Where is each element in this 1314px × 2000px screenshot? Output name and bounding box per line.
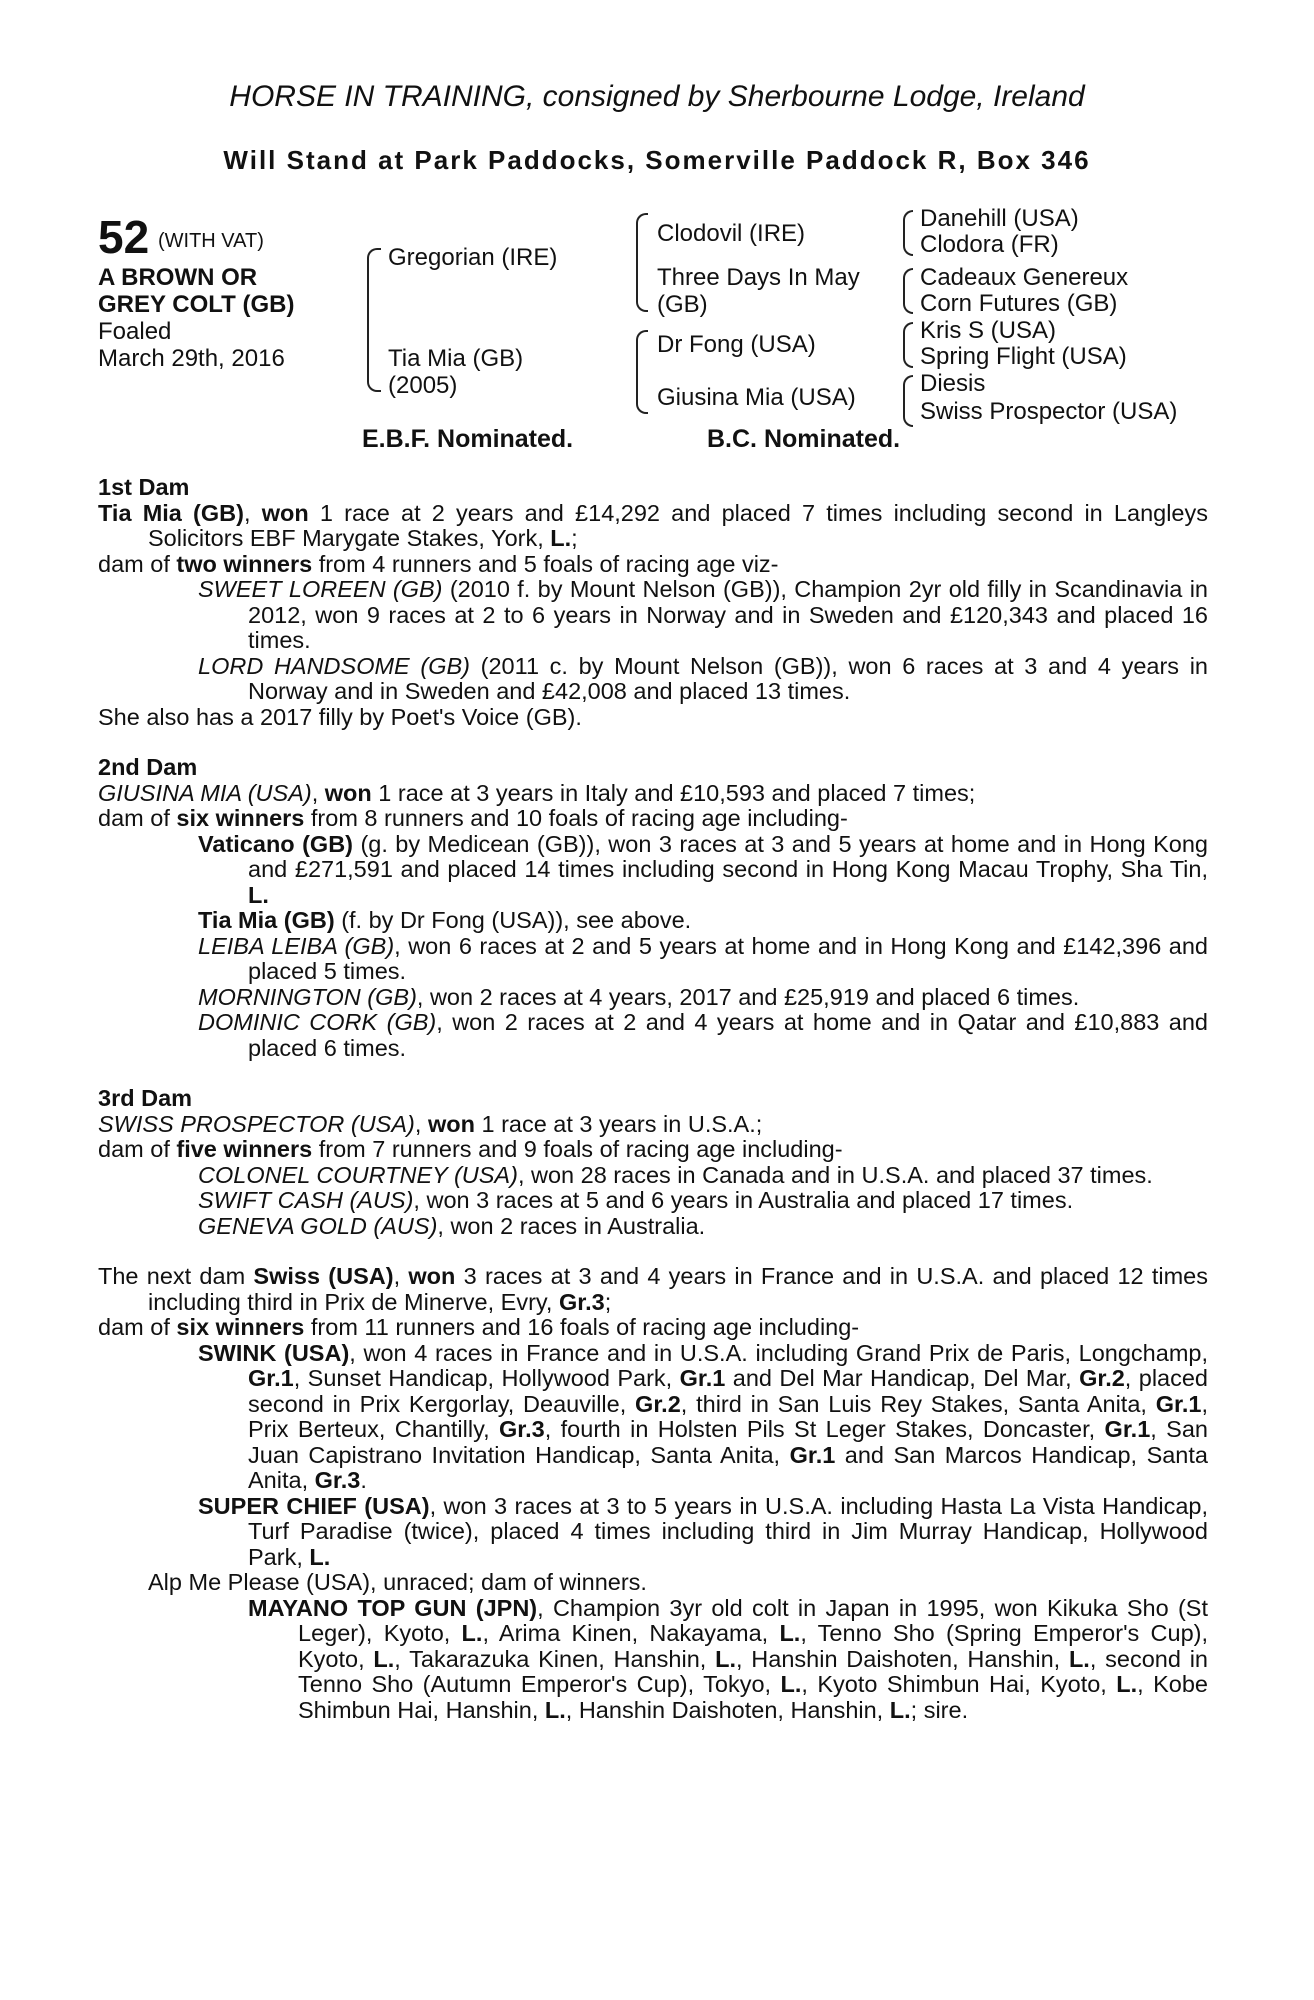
- sire-dam-dam: Corn Futures (GB): [920, 290, 1118, 317]
- lot-description-line1: A BROWN OR: [98, 264, 258, 291]
- foaled-date: March 29th, 2016: [98, 345, 285, 372]
- horse-name: SWEET LOREEN (GB): [198, 576, 443, 602]
- dam-year: (2005): [388, 372, 458, 399]
- sire-dam-country: (GB): [657, 291, 708, 318]
- grade: L.: [1116, 1671, 1138, 1697]
- produce-item: [98, 985, 1208, 1011]
- produce-summary: [98, 552, 1208, 578]
- grade: L.: [248, 881, 269, 908]
- horse-name: SUPER CHIEF (USA): [198, 1492, 430, 1519]
- t: , Champion 3yr old colt in Japan in 1995, won Kikuka Sho (St Leger), Kyoto,: [298, 1594, 1208, 1646]
- produce-item: [98, 654, 1208, 705]
- grade: Gr.1: [789, 1441, 836, 1468]
- horse-name: Swiss (USA): [253, 1263, 394, 1289]
- grade: Gr.2: [1079, 1365, 1125, 1391]
- second-dam-section: [98, 755, 1208, 1061]
- t: , Takarazuka Kinen, Hanshin,: [394, 1645, 716, 1672]
- foaled-label: Foaled: [98, 318, 172, 345]
- lot-number: 52: [98, 211, 150, 263]
- text: The next dam: [98, 1263, 254, 1289]
- won-label: won: [408, 1263, 456, 1289]
- grade: Gr.3: [558, 1288, 605, 1315]
- t: , Prix Berteux, Chantilly,: [248, 1390, 1208, 1442]
- grade: L.: [373, 1645, 395, 1672]
- grade: L.: [1068, 1645, 1090, 1672]
- dam-sire-sire: Kris S (USA): [920, 317, 1057, 344]
- brace-sire-parents: [636, 213, 648, 312]
- produce-summary: [98, 1315, 1208, 1341]
- text: dam of: [98, 805, 177, 831]
- grade: Gr.1: [679, 1365, 726, 1391]
- grade: L.: [779, 1620, 801, 1646]
- sire: Gregorian (IRE): [388, 244, 558, 271]
- horse-name: Tia Mia (GB): [98, 499, 244, 526]
- t: , San Juan Capistrano Invitation Handicap, Santa Anita,: [248, 1416, 1208, 1468]
- record-text: , won 6 races at 2 and 5 years at home and in Hong Kong and £142,396 and placed 5 times.: [248, 932, 1208, 984]
- t: and San Marcos Handicap, Santa Anita,: [248, 1441, 1208, 1493]
- page-title: HORSE IN TRAINING, consigned by Sherbourne Lodge, Ireland: [229, 80, 1085, 113]
- text: dam of: [98, 1136, 177, 1162]
- t: , third in San Luis Rey Stakes, Santa Anita,: [680, 1390, 1156, 1417]
- t: .: [360, 1467, 367, 1493]
- horse-name: SWISS PROSPECTOR (USA): [98, 1110, 415, 1137]
- sire-sire: Clodovil (IRE): [657, 220, 806, 247]
- dam-record: GIUSINA MIA (USA), won 1 race at 3 years in Italy and £10,593 and placed 7 times;: [98, 779, 976, 806]
- grade: L.: [550, 525, 572, 551]
- horse-name: Tia Mia (GB): [198, 907, 335, 933]
- produce-item: [98, 1494, 1208, 1571]
- record-text: , won 2 races at 4 years, 2017 and £25,919 and placed 6 times.: [416, 983, 1080, 1010]
- brace-sire-dam: [367, 248, 381, 392]
- grade: L.: [715, 1645, 736, 1672]
- t: , Tenno Sho (Spring Emperor's Cup), Kyoto,: [298, 1620, 1209, 1672]
- dam-record: SWISS PROSPECTOR (USA), won 1 race at 3 years in U.S.A.;: [98, 1110, 763, 1137]
- winners-count: two winners: [176, 550, 313, 577]
- dam: Tia Mia (GB): [388, 345, 524, 372]
- record-text: (2010 f. by Mount Nelson (GB)), Champion 2yr old filly in Scandinavia in 2012, won 9 races at 2 to 6 years in Norway and in Sweden and £120,343 and placed 16 times.: [248, 576, 1208, 653]
- page-subtitle: Will Stand at Park Paddocks, Somerville Paddock R, Box 346: [223, 145, 1091, 175]
- grade: Gr.1: [1155, 1390, 1202, 1417]
- t: , Hanshin Daishoten, Hanshin,: [565, 1696, 890, 1723]
- punct: ;: [604, 1288, 612, 1315]
- first-dam-section: [98, 475, 1208, 730]
- t: , Kyoto Shimbun Hai, Kyoto,: [801, 1671, 1117, 1697]
- text: from 7 runners and 9 foals of racing age including-: [312, 1136, 843, 1162]
- horse-name: MORNINGTON (GB): [198, 983, 417, 1010]
- sire-dam-sire: Cadeaux Genereux: [920, 264, 1129, 291]
- grade: L.: [889, 1696, 911, 1723]
- produce-item: [98, 1596, 1208, 1724]
- grade: L.: [544, 1696, 566, 1723]
- grade: Gr.2: [635, 1390, 681, 1417]
- horse-name: SWINK (USA): [198, 1339, 350, 1366]
- dam-record: The next dam Swiss (USA), won 3 races at 3 and 4 years in France and in U.S.A. and placed 12 times including third in Prix de Minerve, Evry, Gr.3;: [98, 1263, 1209, 1315]
- t: , Kobe Shimbun Hai, Hanshin,: [298, 1671, 1208, 1723]
- record-text: 3 races at 3 and 4 years in France and in U.S.A. and placed 12 times including third in Prix de Minerve, Evry,: [148, 1263, 1209, 1315]
- dam-dam-sire: Diesis: [920, 370, 986, 397]
- text: from 4 runners and 5 foals of racing age viz-: [312, 550, 779, 577]
- winners-count: five winners: [176, 1136, 313, 1162]
- winners-count: six winners: [176, 1314, 305, 1340]
- brace-g3-2: [903, 268, 913, 314]
- produce-summary: [98, 1137, 1208, 1163]
- grade: L.: [461, 1620, 483, 1646]
- text: from 11 runners and 16 foals of racing age including-: [304, 1314, 860, 1340]
- sire-dam: Three Days In May: [657, 264, 860, 291]
- dam-sire-dam: Spring Flight (USA): [920, 343, 1127, 370]
- horse-name: Vaticano (GB): [198, 830, 353, 857]
- lot-description-line2: GREY COLT (GB): [98, 291, 295, 318]
- brace-g3-3: [903, 322, 913, 368]
- t: , placed second in Prix Kergorlay, Deauville,: [248, 1365, 1208, 1417]
- grade: L.: [309, 1543, 331, 1570]
- horse-name: LORD HANDSOME (GB): [198, 652, 470, 679]
- produce-item: [98, 1010, 1208, 1061]
- record-text: , won 2 races in Australia.: [437, 1212, 706, 1239]
- section-heading: 1st Dam: [98, 474, 190, 500]
- catalogue-body: [98, 475, 1208, 1748]
- produce-item: [98, 1214, 1208, 1240]
- record-text: (2011 c. by Mount Nelson (GB)), won 6 races at 3 and 4 years in Norway and in Sweden and £42,008 and placed 13 times.: [248, 652, 1208, 704]
- grade: Gr.3: [499, 1416, 545, 1442]
- grade: L.: [780, 1671, 802, 1697]
- produce-item: [98, 908, 1208, 934]
- record-text: 1 race at 3 years in U.S.A.;: [474, 1110, 763, 1137]
- ebf-nomination: E.B.F. Nominated.: [362, 425, 574, 453]
- t: , fourth in Holsten Pils St Leger Stakes, Doncaster,: [544, 1416, 1105, 1442]
- horse-name: DOMINIC CORK (GB): [198, 1009, 437, 1035]
- t: , Sunset Handicap, Hollywood Park,: [293, 1365, 680, 1391]
- grade: Gr.1: [248, 1365, 294, 1391]
- t: and Del Mar Handicap, Del Mar,: [725, 1365, 1080, 1391]
- horse-name: GIUSINA MIA (USA): [98, 779, 312, 806]
- vat-note: (WITH VAT): [158, 230, 264, 252]
- brace-dam-parents: [636, 330, 648, 414]
- section-heading: 3rd Dam: [98, 1085, 193, 1111]
- won-label: won: [261, 499, 309, 526]
- produce-item: [98, 1188, 1208, 1214]
- brace-g3-4: [903, 375, 913, 427]
- dam-sire: Dr Fong (USA): [657, 331, 816, 358]
- third-dam-section: [98, 1086, 1208, 1239]
- t: , won 3 races at 3 to 5 years in U.S.A. including Hasta La Vista Handicap, Turf Paradise (twice), placed 4 times including third in Jim Murray Handicap, Hollywood Park,: [248, 1492, 1208, 1570]
- record-text: (g. by Medicean (GB)), won 3 races at 3 and 5 years at home and in Hong Kong and £271,591 and placed 14 times including second in Hong Kong Macau Trophy, Sha Tin,: [248, 830, 1208, 882]
- record-text: (f. by Dr Fong (USA)), see above.: [334, 907, 692, 933]
- horse-name: MAYANO TOP GUN (JPN): [248, 1594, 538, 1621]
- produce-item: [98, 832, 1208, 909]
- sire-sire-dam: Clodora (FR): [920, 231, 1059, 258]
- t: , Arima Kinen, Nakayama,: [482, 1620, 780, 1646]
- punct: ;: [571, 525, 578, 551]
- grade: Gr.3: [314, 1467, 361, 1493]
- produce-item: [98, 1341, 1208, 1494]
- t: , second in Tenno Sho (Autumn Emperor's Cup), Tokyo,: [298, 1645, 1209, 1697]
- bc-nomination: B.C. Nominated.: [707, 425, 901, 453]
- record-text: , won 2 races at 2 and 4 years at home and in Qatar and £10,883 and placed 6 times.: [248, 1009, 1208, 1061]
- t: , won 4 races in France and in U.S.A. including Grand Prix de Paris, Longchamp,: [349, 1339, 1208, 1366]
- text: dam of: [98, 1314, 177, 1340]
- dam-record: Tia Mia (GB), won 1 race at 2 years and £14,292 and placed 7 times including second in Langleys Solicitors EBF Marygate Stakes, York, L.;: [98, 499, 1208, 551]
- brace-g3-1: [903, 210, 913, 256]
- record-text: , won 28 races in Canada and in U.S.A. and placed 37 times.: [517, 1161, 1153, 1188]
- winners-count: six winners: [176, 805, 305, 831]
- next-dam-section: [98, 1264, 1208, 1723]
- produce-item: [98, 577, 1208, 654]
- text: from 8 runners and 10 foals of racing age including-: [304, 805, 848, 831]
- record-text: , won 3 races at 5 and 6 years in Australia and placed 17 times.: [413, 1187, 1074, 1213]
- produce-item: Alp Me Please (USA), unraced; dam of winners.: [148, 1569, 647, 1595]
- horse-name: COLONEL COURTNEY (USA): [198, 1161, 518, 1188]
- text: dam of: [98, 550, 177, 577]
- horse-name: SWIFT CASH (AUS): [198, 1187, 414, 1213]
- record-text: 1 race at 3 years in Italy and £10,593 and placed 7 times;: [371, 779, 976, 806]
- t: ; sire.: [910, 1696, 969, 1723]
- also-note: She also has a 2017 filly by Poet's Voice (GB).: [98, 703, 582, 730]
- produce-item: [98, 934, 1208, 985]
- sire-sire-sire: Danehill (USA): [920, 205, 1079, 232]
- won-label: won: [427, 1110, 475, 1137]
- section-heading: 2nd Dam: [98, 754, 198, 780]
- dam-dam-dam: Swiss Prospector (USA): [920, 398, 1178, 425]
- horse-name: GENEVA GOLD (AUS): [198, 1212, 438, 1239]
- produce-item: [98, 1163, 1208, 1189]
- dam-dam: Giusina Mia (USA): [657, 384, 856, 411]
- grade: Gr.1: [1104, 1416, 1151, 1442]
- t: , Hanshin Daishoten, Hanshin,: [735, 1645, 1069, 1672]
- horse-name: LEIBA LEIBA (GB): [198, 932, 395, 959]
- record-text: 1 race at 2 years and £14,292 and placed 7 times including second in Langleys Solicitors EBF Marygate Stakes, York,: [148, 499, 1208, 551]
- produce-summary: [98, 806, 1208, 832]
- won-label: won: [324, 779, 372, 806]
